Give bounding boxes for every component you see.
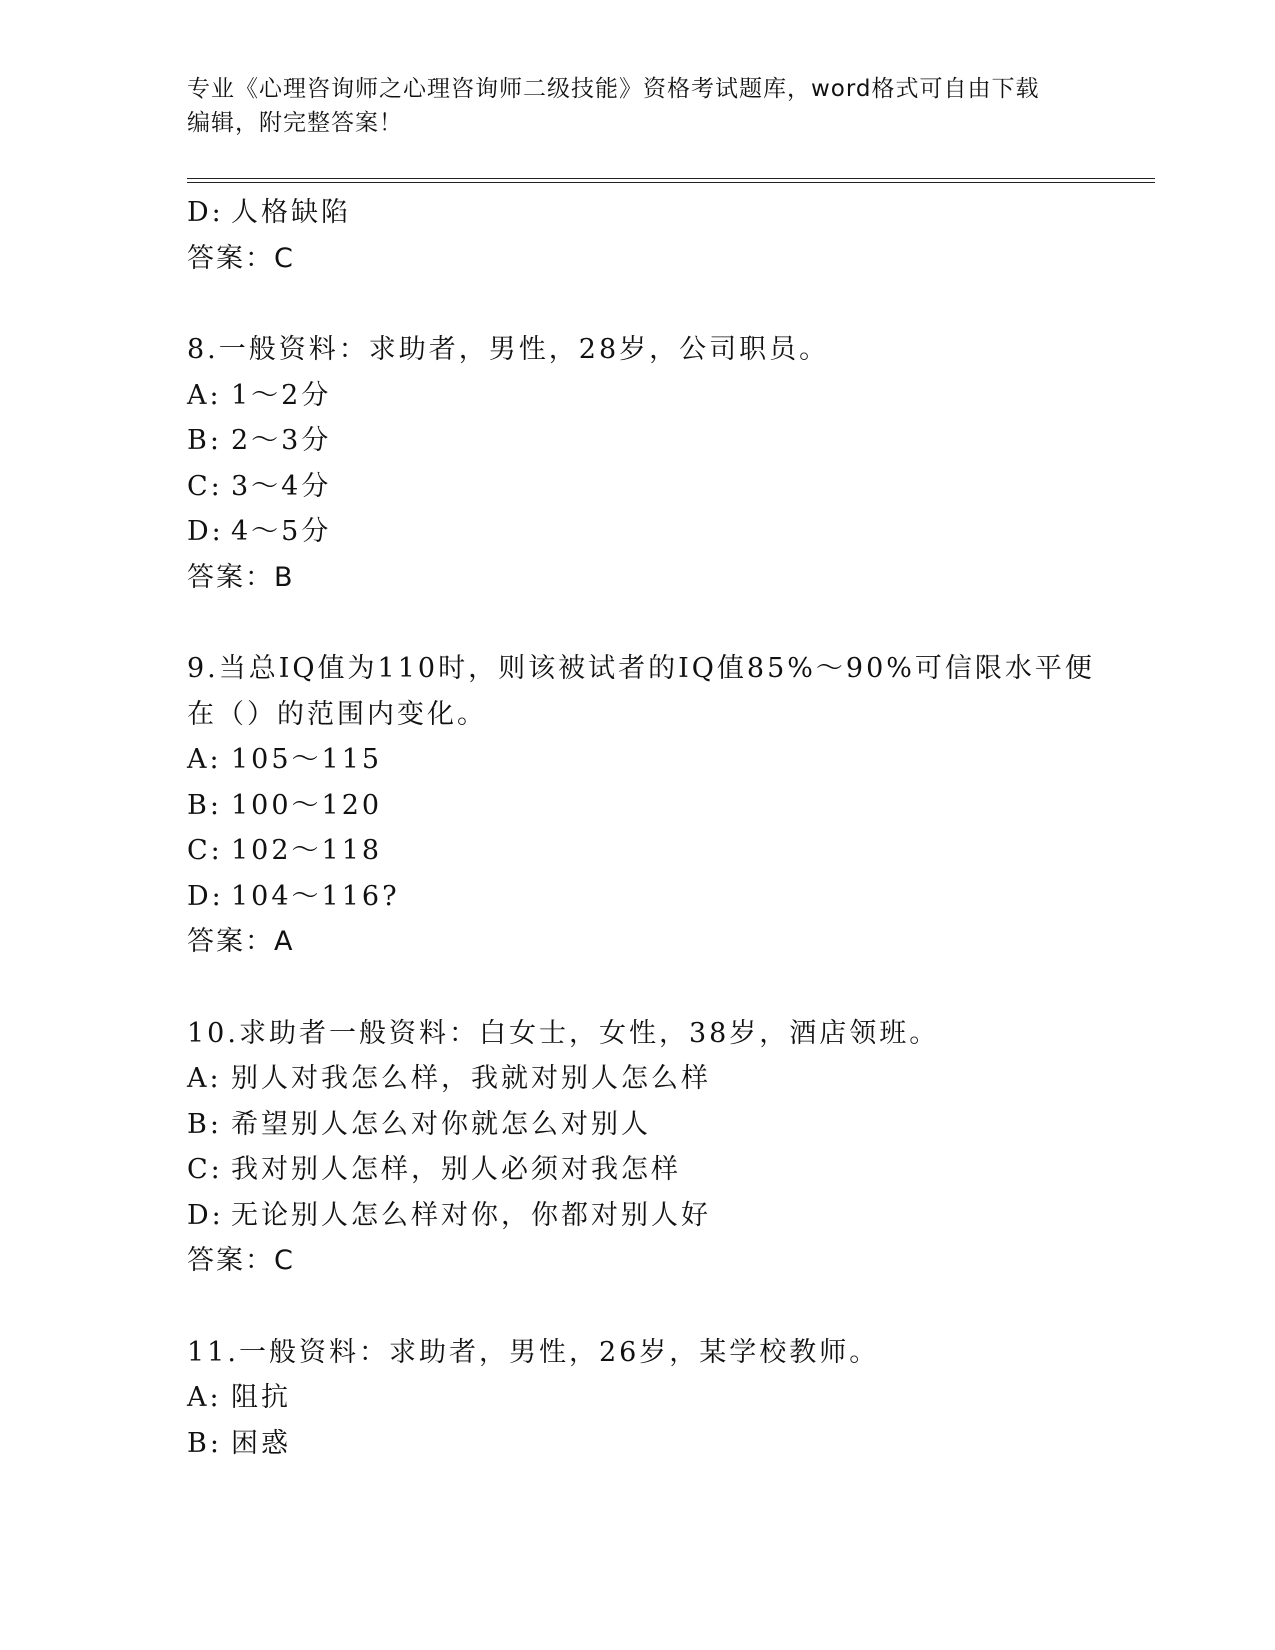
header-divider xyxy=(187,178,1155,183)
option-a xyxy=(187,1056,1087,1102)
option-key: B: xyxy=(187,1108,222,1140)
option-key: D: xyxy=(187,1199,224,1231)
question-stem: 8.一般资料：求助者，男性，28岁，公司职员。 xyxy=(187,334,830,365)
option-text: 我对别人怎样，别人必须对我怎样 xyxy=(231,1154,681,1185)
option-text: 人格缺陷 xyxy=(231,197,351,228)
question-stem: 11.一般资料：求助者，男性，26岁，某学校教师。 xyxy=(187,1336,880,1368)
option-key: B: xyxy=(187,789,222,821)
option-key: B: xyxy=(187,1427,222,1459)
option-c xyxy=(187,828,1087,874)
option-c xyxy=(187,464,1087,510)
option-text: 105～115 xyxy=(231,744,383,775)
option-c xyxy=(187,1147,1087,1193)
option-key: A: xyxy=(187,1063,222,1094)
option-text: 4～5分 xyxy=(231,516,332,547)
option-d xyxy=(187,874,1087,920)
option-b xyxy=(187,418,1087,464)
option-a xyxy=(187,737,1087,783)
option-b xyxy=(187,1102,1087,1148)
answer-line: 答案：C xyxy=(187,1245,295,1276)
answer-line: 答案：C xyxy=(187,242,295,274)
option-text: 阻抗 xyxy=(231,1382,291,1413)
option-b xyxy=(187,783,1087,829)
option-key: B: xyxy=(187,425,222,456)
answer-line: 答案：A xyxy=(187,926,295,957)
option-text: 希望别人怎么对你就怎么对别人 xyxy=(231,1108,651,1140)
spacer xyxy=(187,1284,1087,1330)
option-a xyxy=(187,1375,1087,1421)
option-text: 无论别人怎么样对你，你都对别人好 xyxy=(231,1199,711,1231)
document-header xyxy=(187,72,1067,140)
spacer xyxy=(187,965,1087,1011)
option-text: 别人对我怎么样，我就对别人怎么样 xyxy=(231,1063,711,1094)
option-key: C: xyxy=(187,470,223,502)
header-line-2: 编辑，附完整答案！ xyxy=(187,110,403,136)
question-list xyxy=(187,190,1095,1466)
option-key: D: xyxy=(187,197,224,228)
option-d xyxy=(187,1193,1087,1239)
option-text: 3～4分 xyxy=(231,470,332,502)
question-stem: 10.求助者一般资料：白女士，女性，38岁，酒店领班。 xyxy=(187,1017,940,1049)
option-a xyxy=(187,373,1087,419)
option-key: C: xyxy=(187,835,223,866)
option-key: A: xyxy=(187,379,222,411)
option-text: 2～3分 xyxy=(231,425,332,456)
question-stem: 9.当总IQ值为110时，则该被试者的IQ值85%～90%可信限水平便 xyxy=(187,653,1095,684)
answer-line: 答案：B xyxy=(187,561,295,593)
spacer xyxy=(187,600,1087,646)
option-text: 100～120 xyxy=(231,789,383,821)
option-text: 困惑 xyxy=(231,1427,291,1459)
option-key: D: xyxy=(187,516,224,547)
option-text: 102～118 xyxy=(231,835,383,866)
option-text: 104～116? xyxy=(231,880,400,912)
option-key: A: xyxy=(187,744,222,775)
question-stem-continued: 在（）的范围内变化。 xyxy=(187,698,487,730)
spacer xyxy=(187,281,1087,327)
option-text: 1～2分 xyxy=(231,379,332,411)
header-line-1: 专业《心理咨询师之心理咨询师二级技能》资格考试题库，word格式可自由下载 xyxy=(187,76,1040,102)
option-d xyxy=(187,509,1087,555)
option-key: A: xyxy=(187,1382,222,1413)
option-key: D: xyxy=(187,880,224,912)
option-d xyxy=(187,190,1087,236)
option-key: C: xyxy=(187,1154,223,1185)
option-b xyxy=(187,1421,1087,1467)
